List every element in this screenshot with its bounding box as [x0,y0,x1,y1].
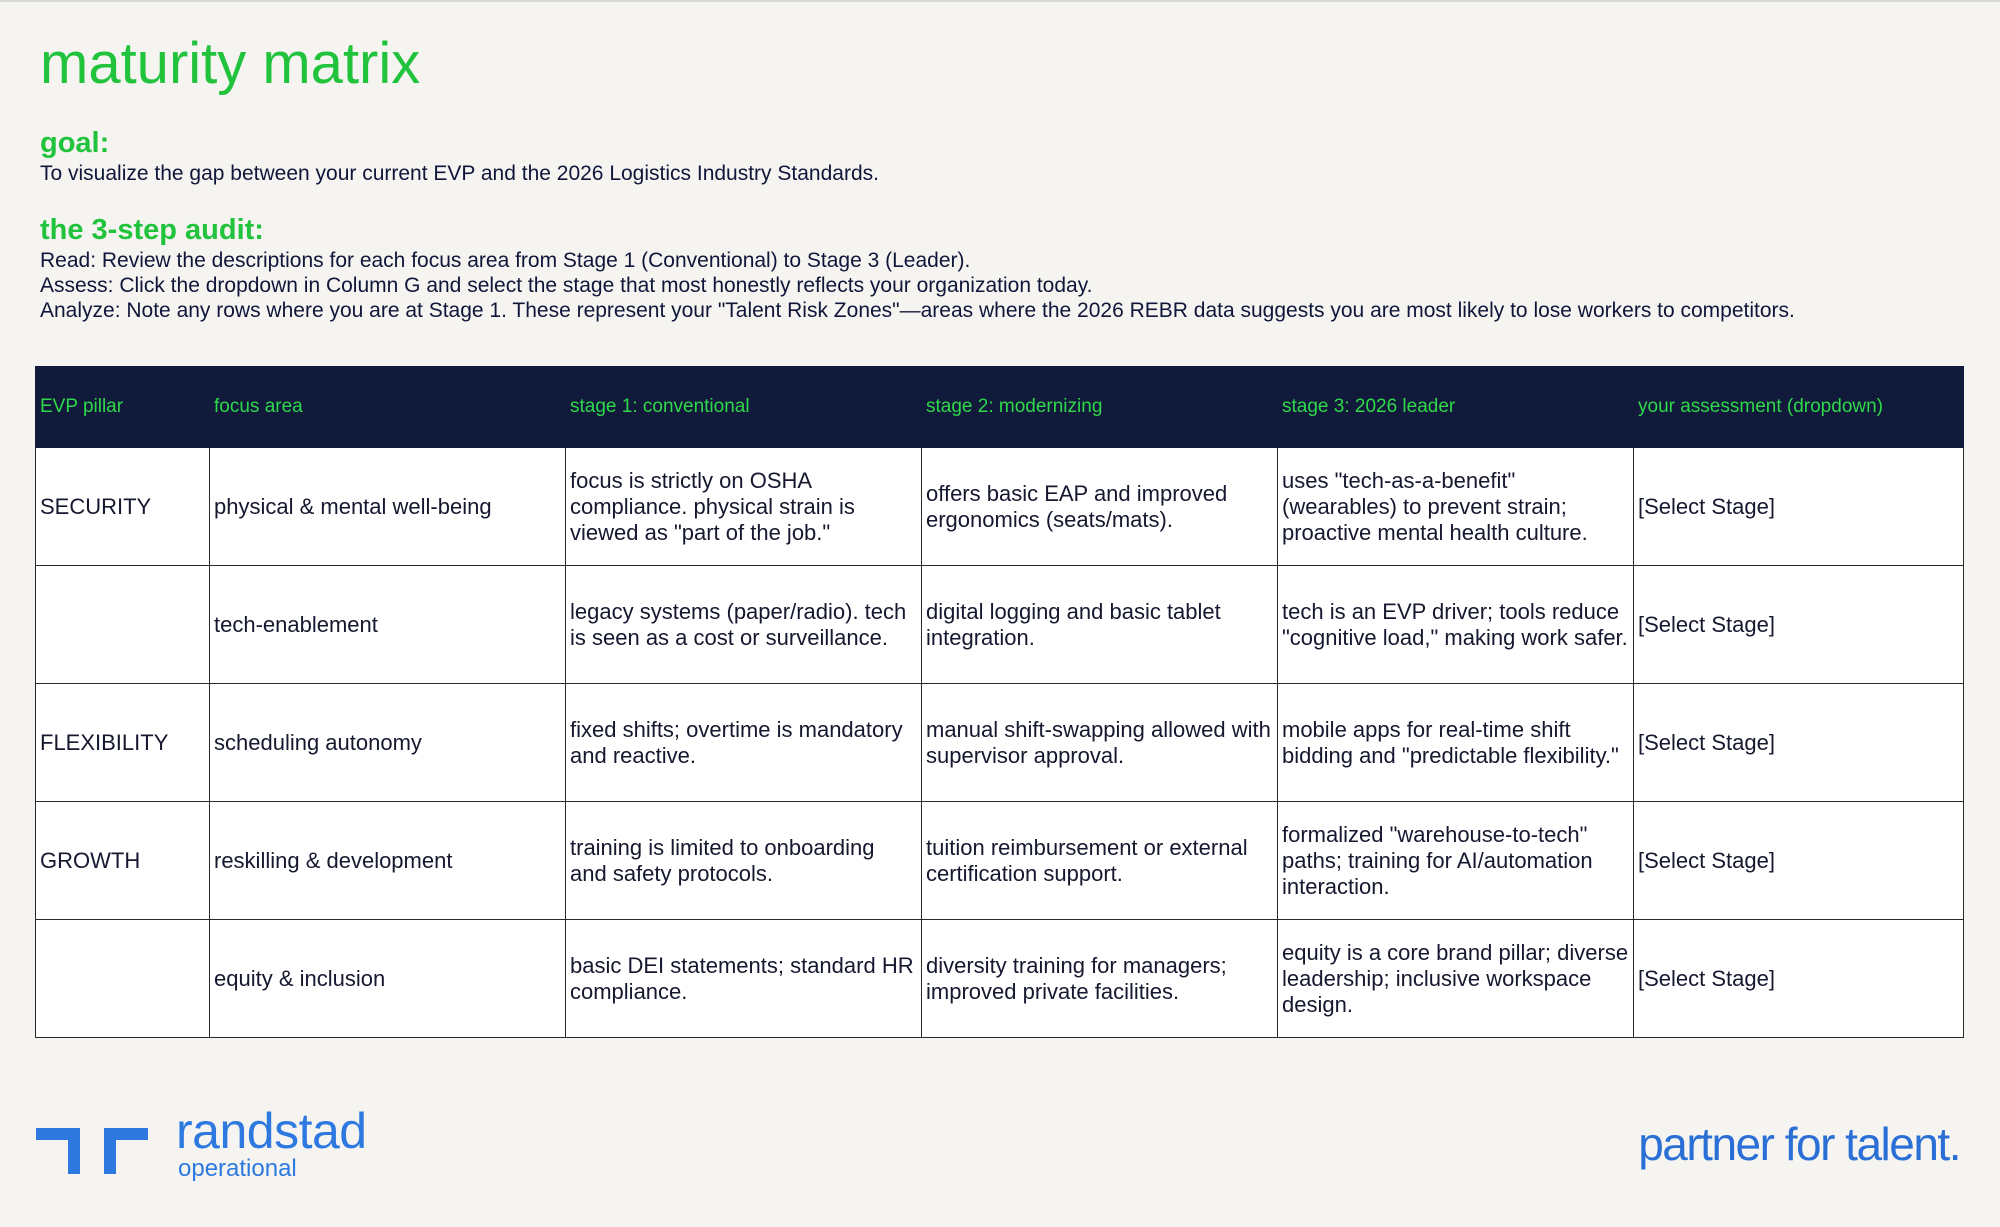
assessment-dropdown[interactable]: [Select Stage] [1634,920,1964,1038]
stage-1-cell: training is limited to onboarding and safety protocols. [566,802,922,920]
stage-3-cell: formalized "warehouse-to-tech" paths; training for AI/automation interaction. [1278,802,1634,920]
header-stage-1: stage 1: conventional [566,367,922,448]
stage-3-cell: equity is a core brand pillar; diverse leadership; inclusive workspace design. [1278,920,1634,1038]
pillar-cell: SECURITY [36,448,210,566]
stage-2-cell: digital logging and basic tablet integration. [922,566,1278,684]
goal-heading: goal: [40,127,110,159]
goal-text: To visualize the gap between your current EVP and the 2026 Logistics Industry Standards. [40,162,879,185]
table-row [36,566,1964,684]
stage-1-cell: focus is strictly on OSHA compliance. physical strain is viewed as "part of the job." [566,448,922,566]
header-stage-2: stage 2: modernizing [922,367,1278,448]
header-evp-pillar: EVP pillar [36,367,210,448]
table-header-row [36,367,1964,448]
pillar-cell [36,566,210,684]
page-title: maturity matrix [40,31,421,96]
tagline: partner for talent. [1638,1118,1960,1170]
randstad-logo [36,1103,376,1186]
table-row [36,684,1964,802]
stage-3-cell: tech is an EVP driver; tools reduce "cognitive load," making work safer. [1278,566,1634,684]
header-assessment: your assessment (dropdown) [1634,367,1964,448]
focus-area-cell: equity & inclusion [210,920,566,1038]
randstad-logo-icon [36,1122,148,1174]
assessment-dropdown[interactable]: [Select Stage] [1634,684,1964,802]
pillar-cell: GROWTH [36,802,210,920]
stage-2-cell: tuition reimbursement or external certification support. [922,802,1278,920]
pillar-cell: FLEXIBILITY [36,684,210,802]
logo-wordmark: randstad [176,1103,367,1159]
stage-1-cell: basic DEI statements; standard HR compliance. [566,920,922,1038]
logo-subtitle: operational [178,1155,297,1182]
table-row [36,802,1964,920]
audit-step-read: Read: Review the descriptions for each focus area from Stage 1 (Conventional) to Stage 3 (Leader). [40,249,971,272]
top-divider [0,0,2000,2]
table-row [36,920,1964,1038]
focus-area-cell: tech-enablement [210,566,566,684]
stage-1-cell: fixed shifts; overtime is mandatory and reactive. [566,684,922,802]
stage-3-cell: mobile apps for real-time shift bidding and "predictable flexibility." [1278,684,1634,802]
table-row [36,448,1964,566]
pillar-cell [36,920,210,1038]
assessment-dropdown[interactable]: [Select Stage] [1634,802,1964,920]
stage-1-cell: legacy systems (paper/radio). tech is seen as a cost or surveillance. [566,566,922,684]
audit-heading: the 3-step audit: [40,214,264,246]
stage-2-cell: manual shift-swapping allowed with supervisor approval. [922,684,1278,802]
audit-step-analyze: Analyze: Note any rows where you are at Stage 1. These represent your "Talent Risk Zones"—areas where the 2026 REBR data suggests you are most likely to lose workers to competitors. [40,299,1795,322]
header-focus-area: focus area [210,367,566,448]
stage-2-cell: offers basic EAP and improved ergonomics (seats/mats). [922,448,1278,566]
focus-area-cell: reskilling & development [210,802,566,920]
audit-step-assess: Assess: Click the dropdown in Column G and select the stage that most honestly reflects your organization today. [40,274,1093,297]
stage-3-cell: uses "tech-as-a-benefit" (wearables) to prevent strain; proactive mental health culture. [1278,448,1634,566]
focus-area-cell: physical & mental well-being [210,448,566,566]
focus-area-cell: scheduling autonomy [210,684,566,802]
header-stage-3: stage 3: 2026 leader [1278,367,1634,448]
assessment-dropdown[interactable]: [Select Stage] [1634,448,1964,566]
assessment-dropdown[interactable]: [Select Stage] [1634,566,1964,684]
stage-2-cell: diversity training for managers; improved private facilities. [922,920,1278,1038]
maturity-matrix-table [35,366,1964,1038]
